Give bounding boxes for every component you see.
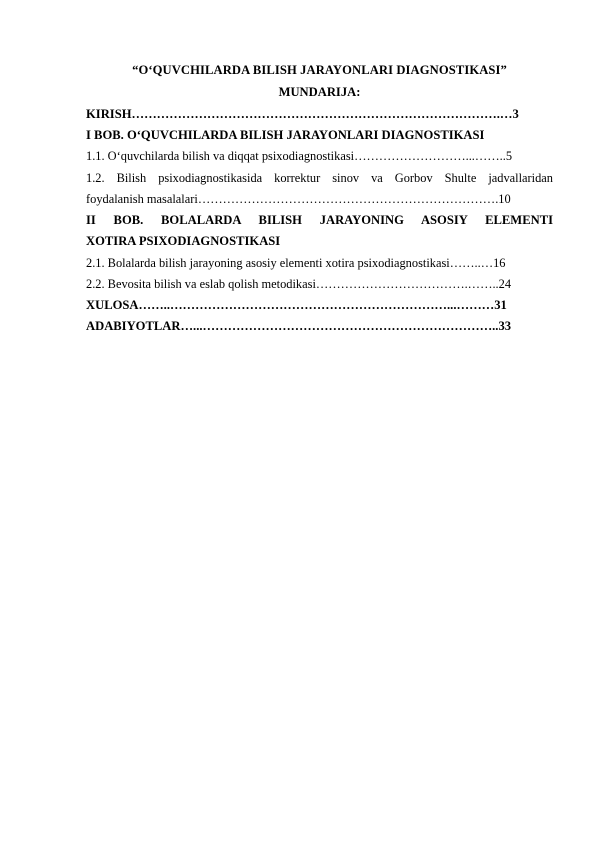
toc-entry-2-1: 2.1. Bolalarda bilish jarayoning asosiy elementi xotira psixodiagnostikasi……..…16: [86, 256, 506, 270]
toc-entry-2-2: 2.2. Bevosita bilish va eslab qolish metodikasi……………………………….……..24: [86, 277, 512, 291]
toc-entry-1-2-line-1: 1.2. Bilish psixodiagnostikasida korrektur sinov va Gorbov Shulte jadvallaridan: [86, 171, 553, 185]
toc-entry-kirish: KIRISH…………………………………………………………………………….…3: [86, 107, 519, 121]
document-title: “O‘QUVCHILARDA BILISH JARAYONLARI DIAGNOSTIKASI”: [132, 63, 507, 77]
toc-entry-1-2-line-2: foydalanish masalalari……………………………………………………………….10: [86, 192, 511, 206]
toc-chapter-2-heading-line-1: II BOB. BOLALARDA BILISH JARAYONING ASOSIY ELEMENTI: [86, 213, 553, 227]
toc-entry-1-1: 1.1. O‘quvchilarda bilish va diqqat psixodiagnostikasi………………………...……..5: [86, 149, 513, 163]
toc-entry-xulosa: XULOSA……..…………………………………………………………...………31: [86, 298, 507, 312]
contents-heading: MUNDARIJA:: [278, 85, 361, 99]
toc-entry-adabiyotlar: ADABIYOTLAR…...……………………………………………………………..33: [86, 319, 512, 333]
toc-chapter-2-heading-line-2: XOTIRA PSIXODIAGNOSTIKASI: [86, 234, 281, 248]
toc-chapter-1-heading: I BOB. O‘QUVCHILARDA BILISH JARAYONLARI DIAGNOSTIKASI: [86, 128, 485, 142]
